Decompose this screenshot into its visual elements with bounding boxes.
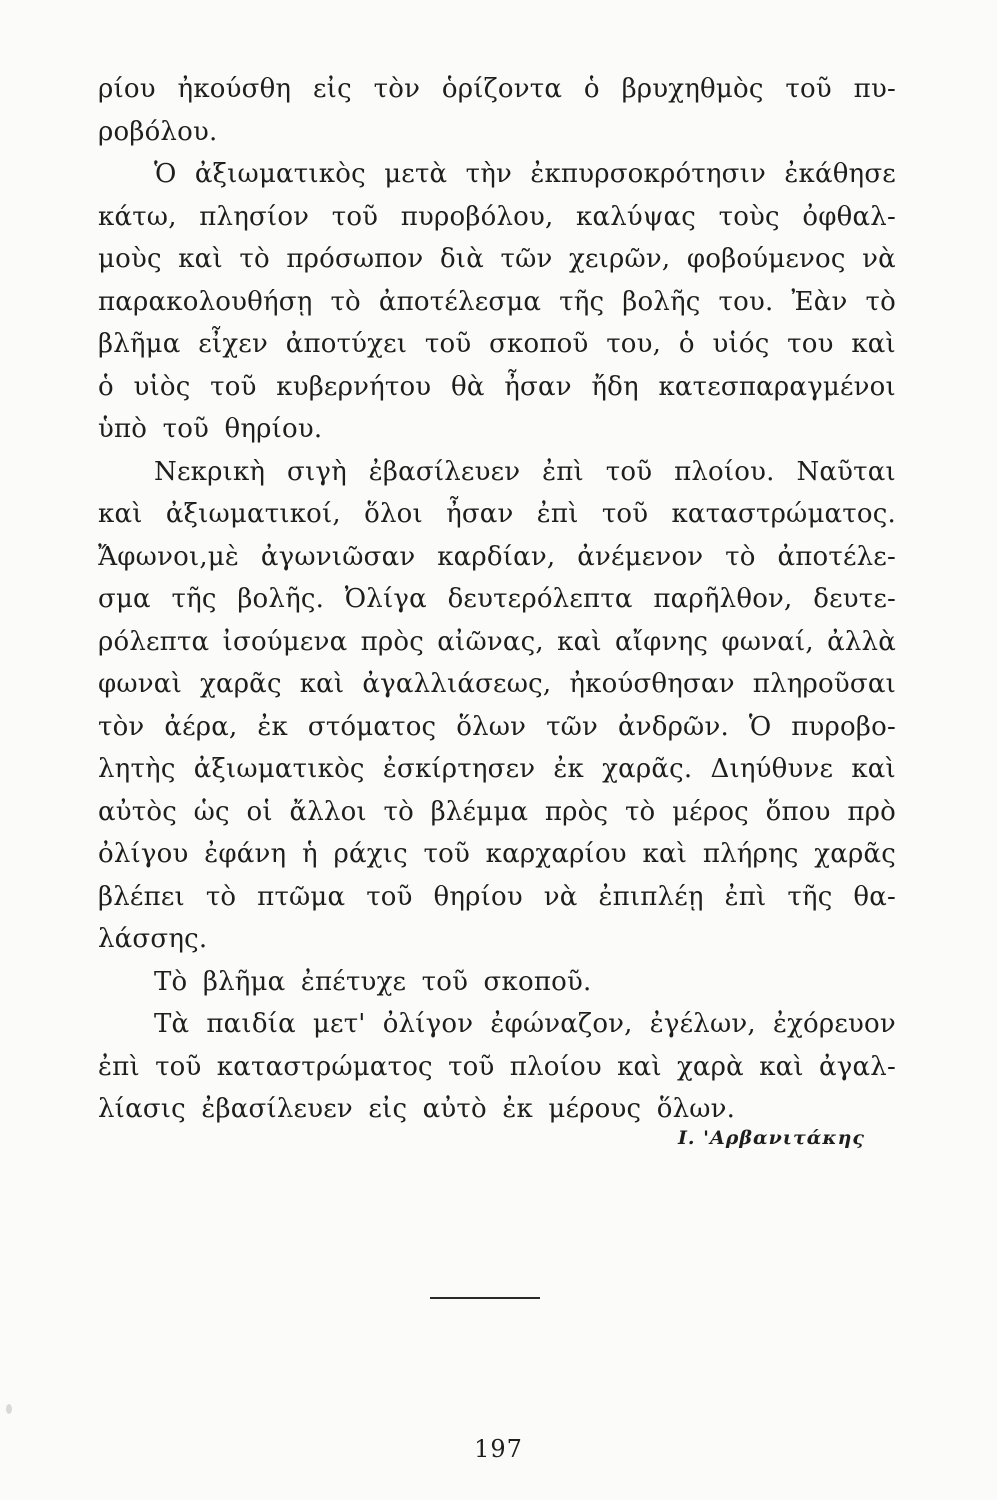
text-line: αὐτὸς ὡς οἱ ἄλλοι τὸ βλέμμα πρὸς τὸ μέρος ὅπου πρὸ: [98, 796, 896, 827]
text-line: βλῆμα εἶχεν ἀποτύχει τοῦ σκοποῦ του, ὁ υἱός του καὶ: [98, 329, 896, 359]
text-line: λίασις ἐβασίλευεν εἰς αὐτὸ ἐκ μέρους ὅλων.: [98, 1094, 736, 1124]
text-line: καὶ ἀξιωματικοί, ὅλοι ἦσαν ἐπὶ τοῦ καταστρώματος.: [98, 499, 896, 529]
text-line: σμα τῆς βολῆς. Ὀλίγα δευτερόλεπτα παρῆλθον, δευτε-: [98, 584, 896, 614]
text-line: Τὸ βλῆμα ἐπέτυχε τοῦ σκοποῦ.: [154, 966, 592, 997]
text-line: ἐπὶ τοῦ καταστρώματος τοῦ πλοίου καὶ χαρὰ καὶ ἀγαλ-: [98, 1051, 896, 1082]
text-line: μοὺς καὶ τὸ πρόσωπον διὰ τῶν χειρῶν, φοβούμενος νὰ: [98, 244, 896, 274]
text-line: Ὁ ἀξιωματικὸς μετὰ τὴν ἐκπυρσοκρότησιν ἐκάθησε: [154, 159, 896, 189]
text-line: Νεκρικὴ σιγὴ ἐβασίλευεν ἐπὶ τοῦ πλοίου. Ναῦται: [154, 456, 896, 487]
text-line: λητὴς ἀξιωματικὸς ἐσκίρτησεν ἐκ χαρᾶς. Διηύθυνε καὶ: [98, 754, 896, 784]
text-line: λάσσης.: [98, 924, 208, 954]
text-line: κάτω, πλησίον τοῦ πυροβόλου, καλύψας τοὺς ὀφθαλ-: [98, 201, 896, 232]
text-line: ροβόλου.: [98, 116, 218, 147]
text-line: φωναὶ χαρᾶς καὶ ἀγαλλιάσεως, ἠκούσθησαν πληροῦσαι: [98, 669, 896, 699]
separator-rule: [430, 1297, 540, 1299]
text-line: ὑπὸ τοῦ θηρίου.: [98, 414, 323, 444]
text-line: ὀλίγου ἐφάνη ἡ ράχις τοῦ καρχαρίου καὶ πλήρης χαρᾶς: [98, 839, 896, 869]
text-line: ὁ υἱὸς τοῦ κυβερνήτου θὰ ἦσαν ἤδη κατεσπαραγμένοι: [98, 371, 896, 402]
text-line: παρακολουθήσῃ τὸ ἀποτέλεσμα τῆς βολῆς του. Ἐὰν τὸ: [98, 286, 896, 317]
text-line: βλέπει τὸ πτῶμα τοῦ θηρίου νὰ ἐπιπλέῃ ἐπὶ τῆς θα-: [98, 881, 896, 912]
text-line: τὸν ἀέρα, ἐκ στόματος ὅλων τῶν ἀνδρῶν. Ὁ πυροβο-: [98, 711, 896, 742]
body-text: [98, 68, 896, 1131]
author-signature: Ι. 'Αρβανιτάκης: [678, 1127, 865, 1149]
text-line: Τὰ παιδία μετ' ὀλίγον ἐφώναζον, ἐγέλων, ἐχόρευον: [154, 1009, 896, 1039]
text-line: ρίου ἠκούσθη εἰς τὸν ὁρίζοντα ὁ βρυχηθμὸς τοῦ πυ-: [98, 74, 896, 104]
text-line: ρόλεπτα ἰσούμενα πρὸς αἰῶνας, καὶ αἴφνης φωναί, ἀλλὰ: [98, 626, 896, 657]
scan-speck: [6, 1404, 12, 1414]
text-line: Ἄφωνοι,μὲ ἀγωνιῶσαν καρδίαν, ἀνέμενον τὸ ἀποτέλε-: [98, 541, 896, 572]
page-number: 197: [474, 1435, 523, 1463]
